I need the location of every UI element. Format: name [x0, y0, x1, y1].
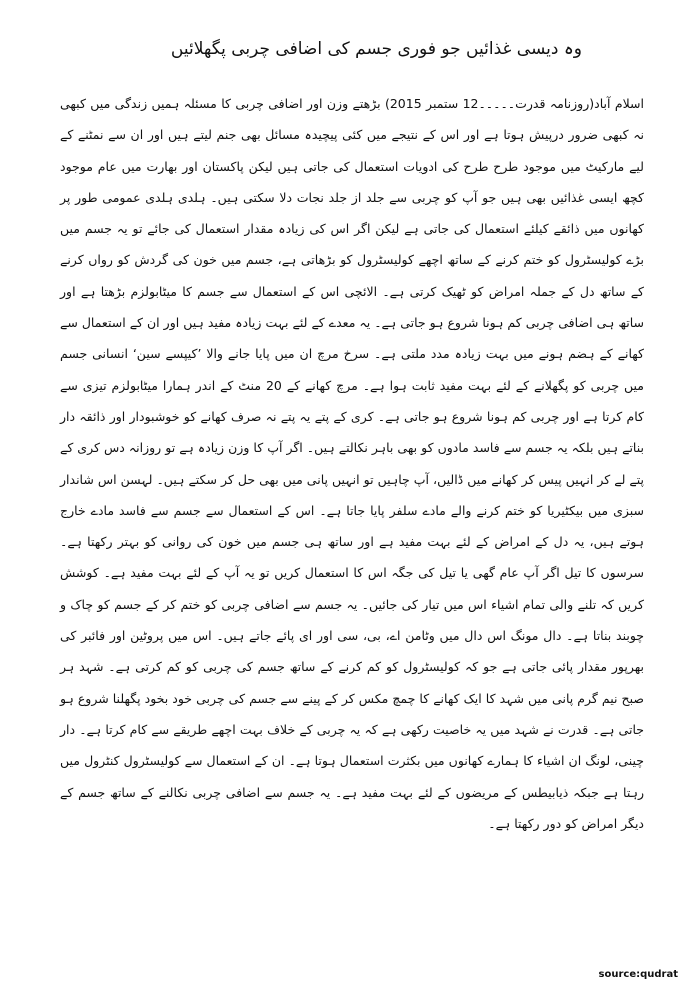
article-title: وہ دیسی غذائیں جو فوری جسم کی اضافی چربی پگھلائیں [170, 39, 582, 59]
article-body: اسلام آباد(روزنامہ قدرت۔۔۔۔۔12 ستمبر 2015) بڑھتے وزن اور اضافی چربی کا مسئلہ ہمیں زندگی میں کبھی نہ کبھی ضرور درپیش ہوتا ہے اور اس کے نتیجے میں کئی پیچیدہ مسائل بھی جنم لیتے ہیں اور ان سے نمٹنے کے لیے مارکیٹ میں موجود طرح طرح کی ادویات استعمال کی جاتی ہیں لیکن پاکستان اور بھارت میں عام موجود کچھ ایسی غذائیں بھی ہیں جو آپ کو چربی سے جلد از جلد نجات دلا سکتی ہیں۔ ہلدی ہلدی عمومی طور پر کھانوں میں ذائقے کیلئے استعمال کی جاتی ہے لیکن اگر اس کی زیادہ مقدار استعمال کی جائے تو یہ جسم میں بڑے کولیسٹرول کو ختم کرنے کے ساتھ اچھے کولیسٹرول کو بڑھاتی ہے، جسم میں خون کی گردش کو رواں کرنے کے ساتھ دل کے جملہ امراض کو ٹھیک کرتی ہے۔ الائچی اس کے استعمال سے جسم کا میٹابولزم بڑھتا ہے اور ساتھ ہی اضافی چربی کم ہونا شروع ہو جاتی ہے۔ یہ معدے کے لئے بہت زیادہ مفید ہیں اور ان کے استعمال سے کھانے کے ہضم ہونے میں بہت زیادہ مدد ملتی ہے۔ سرخ مرچ ان میں پایا جانے والا ’کیپسے سین‘ انسانی جسم میں چربی کو پگھلانے کے لئے بہت مفید ثابت ہوا ہے۔ مرچ کھانے کے 20 منٹ کے اندر ہمارا میٹابولزم تیزی سے کام کرتا ہے اور چربی کم ہونا شروع ہو جاتی ہے۔ کری کے پتے یہ پتے نہ صرف کھانے کو خوشبودار اور ذائقہ دار بناتے ہیں بلکہ یہ جسم سے فاسد مادوں کو بھی باہر نکالتے ہیں۔ اگر آپ کا وزن زیادہ ہے تو روزانہ دس کری کے پتے لے کر انہیں پیس کر کھانے میں ڈالیں، آپ چاہیں تو انہیں پانی میں بھی حل کر سکتے ہیں۔ لہسن اس شاندار سبزی میں بیکٹیریا کو ختم کرنے والے مادے سلفر پایا جاتا ہے۔ اس کے استعمال سے جسم سے فاسد مادے خارج ہوتے ہیں، یہ دل کے امراض کے لئے بہت مفید ہے اور ساتھ ہی جسم میں خون کی روانی کو بہتر رکھتا ہے۔ سرسوں کا تیل اگر آپ عام گھی یا تیل کی جگہ اس کا استعمال کریں تو یہ آپ کے لئے بہت مفید ہے۔ کوشش کریں کہ تلنے والی تمام اشیاء اس میں تیار کی جائیں۔ یہ جسم سے اضافی چربی کو ختم کر کے جسم کو چاک و چوبند بناتا ہے۔ دال مونگ اس دال میں وٹامن اے، بی، سی اور ای پائے جاتے ہیں۔ اس میں پروٹین اور فائبر کی بھرپور مقدار پائی جاتی ہے جو کہ کولیسٹرول کو کم کرنے کے ساتھ جسم کی چربی کو کم کرتی ہے۔ شہد ہر صبح نیم گرم پانی میں شہد کا ایک کھانے کا چمچ مکس کر کے پینے سے جسم کی چربی خود بخود پگھلنا شروع ہو جاتی ہے۔ قدرت نے شہد میں یہ خاصیت رکھی ہے کہ یہ چربی کے خلاف بہت اچھے طریقے سے کام کرتا ہے۔ دار چینی، لونگ ان اشیاء کا ہمارے کھانوں میں بکثرت استعمال ہوتا ہے۔ ان کے استعمال سے کولیسٹرول کنٹرول میں رہتا ہے جبکہ ذیابیطس کے مریضوں کے لئے بہت مفید ہے۔ یہ جسم سے اضافی چربی نکالنے کے ساتھ جسم کے دیگر امراض کو دور رکھتا ہے۔ [60, 96, 644, 831]
source-credit: source:qudrat [598, 969, 678, 980]
